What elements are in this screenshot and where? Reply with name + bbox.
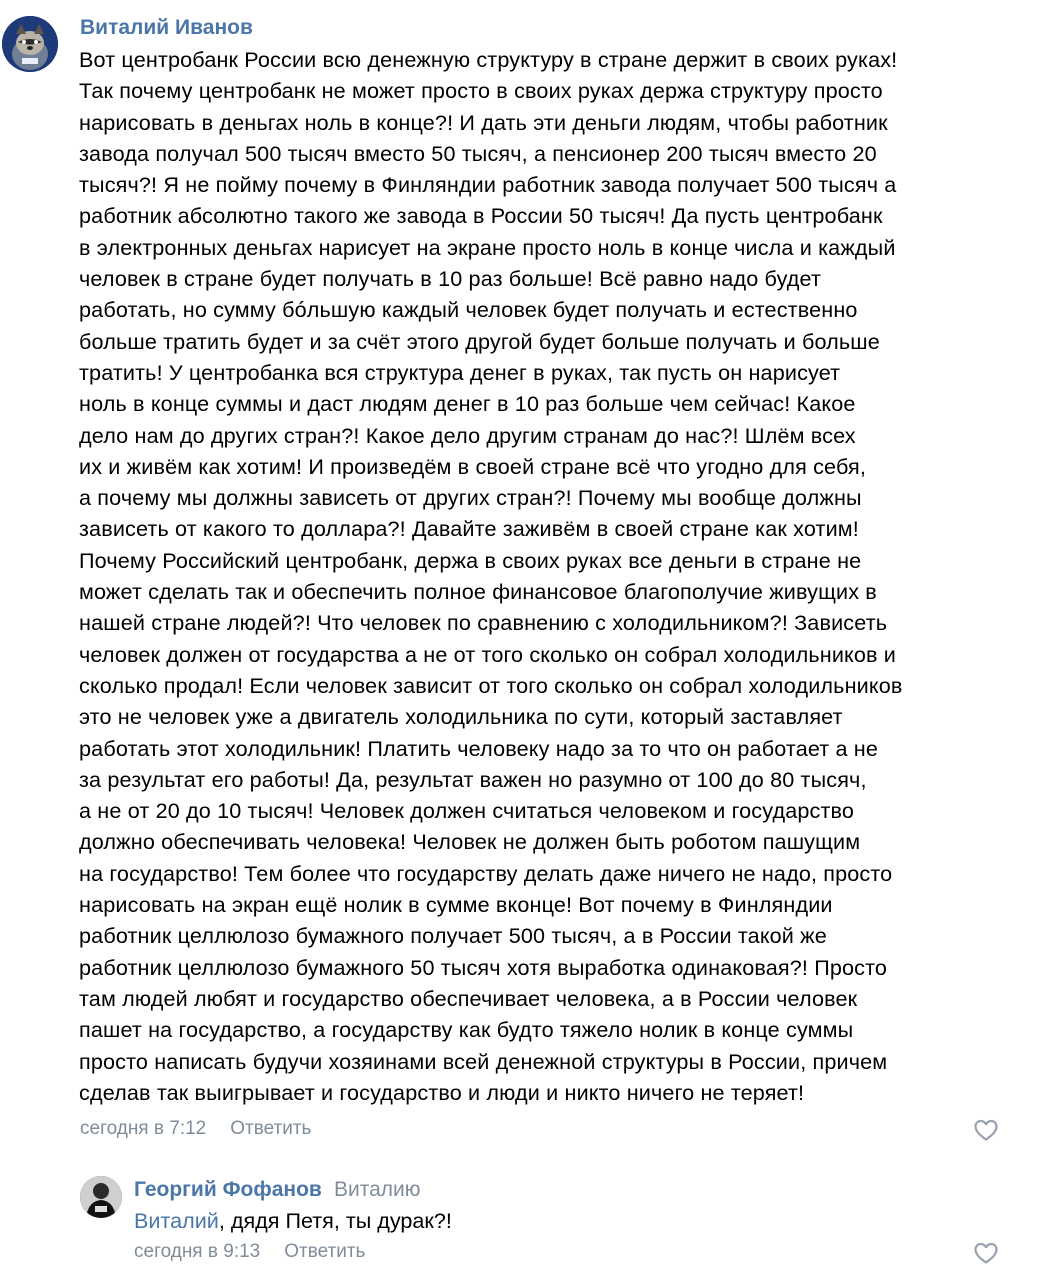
comment-line: дело нам до других стран?! Какое дело другим странам до нас?! Шлём всех <box>79 422 856 448</box>
reply-button[interactable]: Ответить <box>230 1118 312 1139</box>
comment-line: больше тратить будет и за счёт этого другой будет больше получать и больше <box>79 328 880 354</box>
comment-line: просто написать будучи хозяинами всей денежной структуры в России, причем <box>79 1048 888 1074</box>
comment-line: пашет на государство, а государству как будто тяжело нолик в конце суммы <box>79 1017 854 1043</box>
comment-line: работник абсолютно такого же завода в России 50 тысяч! Да пусть центробанк <box>79 203 883 229</box>
comment-line: человек в стране будет получать в 10 раз больше! Всё равно надо будет <box>79 266 822 292</box>
author-avatar[interactable] <box>2 16 58 72</box>
comment-line: работать этот холодильник! Платить человеку надо за то что он работает а не <box>79 735 879 761</box>
reply-reply-button[interactable]: Ответить <box>284 1241 366 1262</box>
like-button[interactable] <box>973 1118 999 1142</box>
comment-line: работник целлюлозо бумажного 50 тысяч хотя выработка одинаковая?! Просто <box>79 954 888 980</box>
comment-line: тысяч?! Я не пойму почему в Финляндии работник завода получает 500 тысяч а <box>79 172 897 198</box>
comment-line: сделав так выигрывает и государство и люди и никто ничего не теряет! <box>79 1079 805 1105</box>
reply-author-name[interactable]: Георгий Фофанов <box>134 1178 322 1201</box>
comment-line: на государство! Тем более что государству делать даже ничего не надо, просто <box>79 860 893 886</box>
reply-timestamp[interactable]: сегодня в 9:13 <box>134 1241 261 1262</box>
comment-line: а не от 20 до 10 тысяч! Человек должен считаться человеком и государство <box>79 798 855 824</box>
reply-author-avatar[interactable] <box>80 1176 122 1218</box>
comment-line: сколько продал! Если человек зависит от того сколько он собрал холодильников <box>79 672 903 698</box>
comment-author-name[interactable]: Виталий Иванов <box>80 16 253 39</box>
reply-body: , дядя Петя, ты дурак?! <box>218 1208 452 1233</box>
person-avatar-icon <box>80 1176 122 1218</box>
comment-line: человек должен от государства а не от того сколько он собрал холодильников и <box>79 641 897 667</box>
comment-line: там людей любят и государство обеспечивает человека, а в России человек <box>79 985 858 1011</box>
comment-line: нарисовать на экран ещё нолик в сумме вконце! Вот почему в Финляндии <box>79 892 833 918</box>
comment-meta <box>80 1117 311 1141</box>
comment-line: это не человек уже а двигатель холодильника по сути, который заставляет <box>79 704 843 730</box>
comment-line: нашей стране людей?! Что человек по сравнению с холодильником?! Зависеть <box>79 610 888 636</box>
comment-line: тратить! У центробанка вся структура денег в руках, так пусть он нарисует <box>79 359 841 385</box>
reply-text <box>134 1205 452 1236</box>
heart-outline-icon <box>973 1241 999 1265</box>
comment-timestamp[interactable]: сегодня в 7:12 <box>80 1118 207 1139</box>
comment-line: Так почему центробанк не может просто в своих руках держа структуру просто <box>79 78 883 104</box>
comment-text <box>79 44 1039 1108</box>
raccoon-avatar-icon <box>2 16 58 72</box>
comment-line: завода получал 500 тысяч вместо 50 тысяч, а пенсионер 200 тысяч вместо 20 <box>79 140 877 166</box>
comment-line: работать, но сумму бóльшую каждый человек будет получать и естественно <box>79 297 858 323</box>
comment-line: нарисовать в деньгах ноль в конце?! И дать эти деньги людям, чтобы работник <box>79 109 888 135</box>
comment-line: зависеть от какого то доллара?! Давайте заживём в своей стране как хотим! <box>79 516 859 542</box>
reply-to-label[interactable]: Виталию <box>334 1178 421 1201</box>
mention-link[interactable]: Виталий <box>134 1208 219 1233</box>
comment-line: а почему мы должны зависеть от других стран?! Почему мы вообще должны <box>79 485 862 511</box>
heart-outline-icon <box>973 1118 999 1142</box>
comment-line: Почему Российский центробанк, держа в своих руках все деньги в стране не <box>79 547 862 573</box>
comment-line: работник целлюлозо бумажного получает 500 тысяч, а в России такой же <box>79 923 827 949</box>
comment-line: их и живём как хотим! И произведём в своей стране всё что угодно для себя, <box>79 453 866 479</box>
comment-line: за результат его работы! Да, результат важен но разумно от 100 до 80 тысяч, <box>79 766 867 792</box>
comment-line: ноль в конце суммы и даст людям денег в 10 раз больше чем сейчас! Какое <box>79 391 856 417</box>
comment-line: Вот центробанк России всю денежную структуру в стране держит в своих руках! <box>79 47 898 72</box>
reply-meta <box>134 1240 365 1264</box>
comment-line: может сделать так и обеспечить полное финансовое благополучие живущих в <box>79 579 877 605</box>
comment-line: в электронных деньгах нарисует на экране просто ноль в конце числа и каждый <box>79 234 896 260</box>
comment-line: должно обеспечивать человека! Человек не должен быть роботом пашущим <box>79 829 861 855</box>
reply-like-button[interactable] <box>973 1241 999 1265</box>
